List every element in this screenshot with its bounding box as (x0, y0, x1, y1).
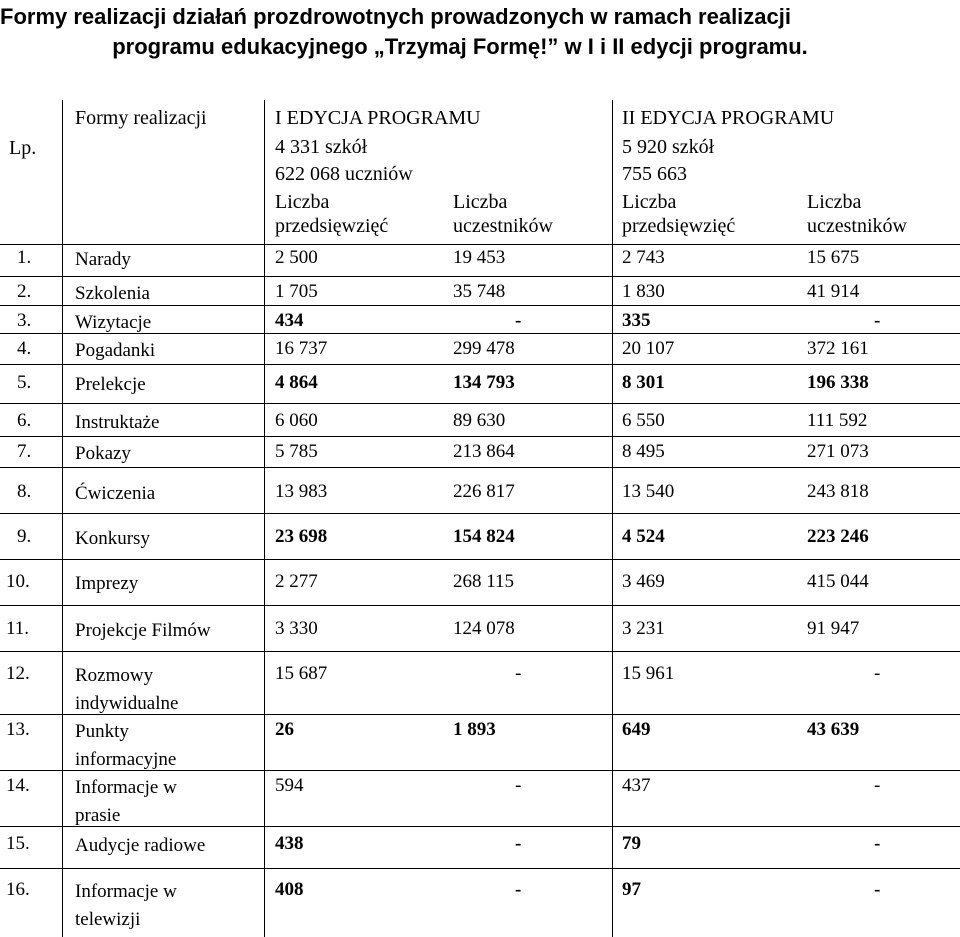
form-name-line-1: Ćwiczenia (75, 483, 156, 504)
edition-2-participants: - (874, 833, 881, 854)
form-name-line-1: Prelekcje (75, 374, 146, 395)
edition-2-events: 79 (622, 833, 641, 854)
header-przedsiewziec: przedsięwzięć (275, 215, 389, 237)
edition-1-participants: 299 478 (453, 338, 515, 359)
edition-1-participants: 1 893 (453, 719, 496, 740)
row-divider (0, 244, 960, 245)
edition-2-participants: 223 246 (807, 526, 869, 547)
edition-2-events: 15 961 (622, 663, 675, 684)
form-name-line-1: Szkolenia (75, 283, 150, 304)
row-form-name (75, 718, 176, 774)
edition-2-participants: 15 675 (807, 247, 860, 268)
edition-1-participants: 154 824 (453, 526, 515, 547)
form-name-line-1: Pogadanki (75, 340, 156, 361)
row-form-name (75, 371, 146, 399)
form-name-line-2: prasie (75, 805, 121, 826)
row-divider (0, 868, 960, 869)
edition-1-events: 2 500 (275, 247, 318, 268)
row-number: 14. (6, 775, 30, 796)
form-name-line-1: Informacje w (75, 881, 177, 902)
header-e1-events (275, 190, 388, 238)
title-line-1: Formy realizacji działań prozdrowotnych prowadzonych w ramach realizacji (0, 4, 791, 29)
form-name-line-1: Instruktaże (75, 412, 160, 433)
edition-2-participants: 372 161 (807, 338, 869, 359)
edition-1-participants: - (515, 879, 522, 900)
edition-1-events: 15 687 (275, 663, 328, 684)
row-divider (0, 467, 960, 468)
row-number: 3. (17, 310, 32, 331)
header-e2-participants (807, 190, 907, 238)
edition-1-participants: 268 115 (453, 571, 515, 592)
form-name-line-2: informacyjne (75, 749, 177, 770)
row-form-name (75, 662, 178, 718)
column-divider (264, 100, 265, 937)
edition-1-participants: - (515, 310, 522, 331)
row-form-name (75, 409, 159, 437)
form-name-line-2: indywidualne (75, 693, 179, 714)
header-liczba: Liczba (622, 191, 677, 213)
form-name-line-1: Pokazy (75, 443, 131, 464)
form-name-line-1: Audycje radiowe (75, 835, 206, 856)
edition-1-events: 2 277 (275, 571, 318, 592)
edition-2-events: 8 301 (622, 372, 665, 393)
row-number: 5. (17, 372, 32, 393)
row-number: 12. (6, 663, 30, 684)
edition-2-participants: - (874, 663, 881, 684)
row-number: 7. (17, 441, 32, 462)
edition-2-events: 2 743 (622, 247, 665, 268)
edition-2-events: 1 830 (622, 281, 665, 302)
row-divider (0, 559, 960, 560)
header-edition-2-students: 755 663 (622, 163, 687, 185)
header-edition-1-schools: 4 331 szkół (275, 136, 368, 158)
edition-2-participants: 271 073 (807, 441, 869, 462)
header-liczba: Liczba (275, 191, 330, 213)
row-divider (0, 403, 960, 404)
edition-2-events: 3 469 (622, 571, 665, 592)
form-name-line-1: Narady (75, 249, 131, 270)
row-number: 4. (17, 338, 32, 359)
edition-1-participants: - (515, 775, 522, 796)
edition-1-participants: 19 453 (453, 247, 506, 268)
row-divider (0, 513, 960, 514)
row-number: 9. (17, 526, 32, 547)
edition-1-events: 4 864 (275, 372, 318, 393)
row-divider (0, 276, 960, 277)
row-number: 15. (6, 833, 30, 854)
edition-1-events: 26 (275, 719, 294, 740)
form-name-line-1: Informacje w (75, 777, 177, 798)
row-form-name (75, 337, 155, 365)
edition-1-events: 3 330 (275, 618, 318, 639)
edition-1-participants: - (515, 663, 522, 684)
edition-2-events: 13 540 (622, 481, 675, 502)
edition-2-participants: - (874, 775, 881, 796)
edition-1-events: 1 705 (275, 281, 318, 302)
edition-1-events: 438 (275, 833, 304, 854)
edition-2-events: 4 524 (622, 526, 665, 547)
row-form-name (75, 280, 150, 308)
form-name-line-2: telewizji (75, 909, 141, 930)
header-przedsiewziec: przedsięwzięć (622, 215, 736, 237)
edition-1-events: 23 698 (275, 526, 328, 547)
edition-1-participants: 35 748 (453, 281, 506, 302)
header-edition-1-students: 622 068 uczniów (275, 163, 413, 185)
column-divider (612, 100, 613, 937)
edition-2-participants: 196 338 (807, 372, 869, 393)
row-form-name (75, 617, 211, 645)
document-title (0, 2, 960, 62)
header-edition-2-title: II EDYCJA PROGRAMU (622, 107, 835, 129)
edition-1-events: 5 785 (275, 441, 318, 462)
edition-1-participants: 89 630 (453, 410, 506, 431)
form-name-line-1: Projekcje Filmów (75, 620, 211, 641)
form-name-line-1: Wizytacje (75, 312, 152, 333)
column-divider (62, 100, 63, 937)
header-uczestnikow: uczestników (453, 215, 553, 237)
header-formy: Formy realizacji (75, 107, 207, 129)
edition-2-participants: - (874, 310, 881, 331)
edition-2-participants: 43 639 (807, 719, 860, 740)
edition-2-participants: - (874, 879, 881, 900)
row-number: 2. (17, 281, 32, 302)
row-form-name (75, 309, 151, 337)
row-divider (0, 651, 960, 652)
edition-2-events: 8 495 (622, 441, 665, 462)
edition-1-events: 434 (275, 310, 304, 331)
row-number: 1. (17, 247, 32, 268)
row-form-name (75, 525, 150, 553)
edition-2-events: 437 (622, 775, 651, 796)
row-divider (0, 605, 960, 606)
form-name-line-1: Konkursy (75, 528, 150, 549)
edition-2-participants: 243 818 (807, 481, 869, 502)
form-name-line-1: Rozmowy (75, 665, 154, 686)
edition-1-events: 594 (275, 775, 304, 796)
edition-2-events: 335 (622, 310, 651, 331)
edition-1-events: 13 983 (275, 481, 328, 502)
header-uczestnikow: uczestników (807, 215, 907, 237)
edition-2-events: 3 231 (622, 618, 665, 639)
title-line-2: programu edukacyjnego „Trzymaj Formę!” w I i II edycji programu. (112, 34, 808, 59)
edition-1-participants: 226 817 (453, 481, 515, 502)
edition-2-events: 20 107 (622, 338, 675, 359)
edition-1-participants: 213 864 (453, 441, 515, 462)
header-edition-1-title: I EDYCJA PROGRAMU (275, 107, 481, 129)
edition-1-events: 6 060 (275, 410, 318, 431)
header-liczba: Liczba (807, 191, 862, 213)
row-form-name (75, 832, 205, 860)
row-form-name (75, 440, 131, 468)
row-number: 11. (6, 618, 30, 639)
form-name-line-1: Imprezy (75, 573, 139, 594)
edition-2-events: 649 (622, 719, 651, 740)
edition-2-participants: 91 947 (807, 618, 860, 639)
edition-2-participants: 415 044 (807, 571, 869, 592)
edition-2-events: 6 550 (622, 410, 665, 431)
header-edition-2-schools: 5 920 szkół (622, 136, 715, 158)
header-e1-participants (453, 190, 553, 238)
row-number: 16. (6, 879, 30, 900)
row-form-name (75, 878, 177, 934)
row-form-name (75, 246, 131, 274)
row-form-name (75, 480, 155, 508)
edition-1-events: 408 (275, 879, 304, 900)
header-lp: Lp. (9, 137, 37, 159)
row-form-name (75, 570, 138, 598)
form-name-line-1: Punkty (75, 721, 129, 742)
row-number: 13. (6, 719, 30, 740)
row-number: 10. (6, 571, 30, 592)
edition-2-participants: 41 914 (807, 281, 860, 302)
row-number: 8. (17, 481, 32, 502)
header-liczba: Liczba (453, 191, 508, 213)
edition-1-events: 16 737 (275, 338, 328, 359)
row-number: 6. (17, 410, 32, 431)
edition-2-events: 97 (622, 879, 641, 900)
edition-2-participants: 111 592 (807, 410, 868, 431)
header-e2-events (622, 190, 735, 238)
edition-1-participants: 124 078 (453, 618, 515, 639)
row-form-name (75, 774, 177, 830)
edition-1-participants: 134 793 (453, 372, 515, 393)
edition-1-participants: - (515, 833, 522, 854)
